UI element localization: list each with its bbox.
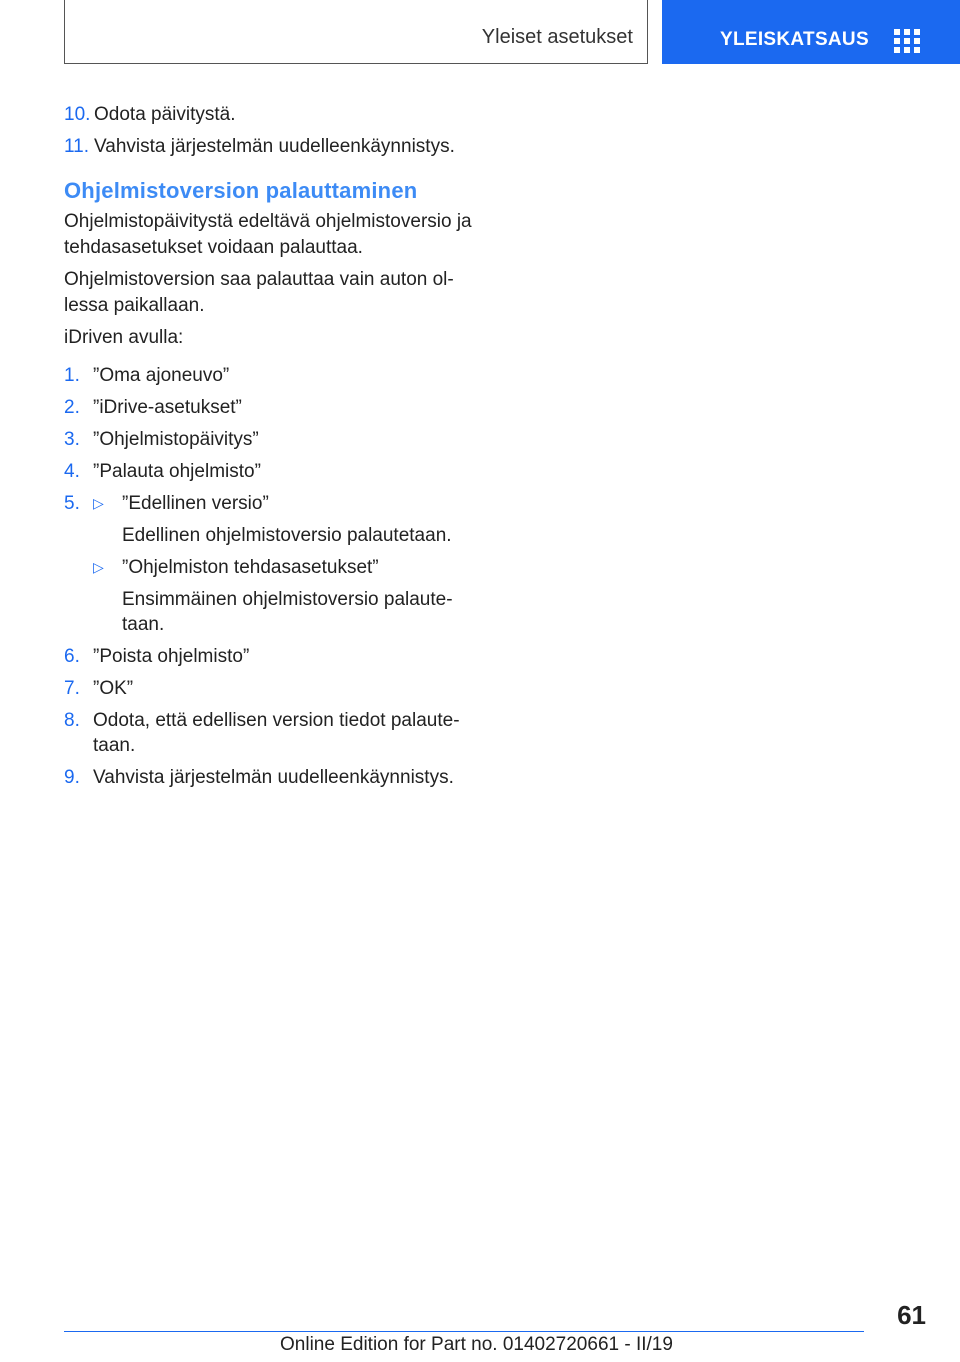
paragraph: Ohjelmistoversion saa palauttaa vain auton ollessa paikallaan. <box>64 269 454 316</box>
option-description: Ensimmäinen ohjelmistoversio palautetaan. <box>122 589 453 635</box>
section-heading: Ohjelmistoversion palauttaminen <box>64 178 418 203</box>
list-item <box>64 644 484 669</box>
grid-icon <box>894 29 920 53</box>
list-item <box>64 491 484 637</box>
restore-steps-list <box>64 363 484 790</box>
option-label: ”Ohjelmiston tehdasasetukset” <box>122 557 379 578</box>
list-item <box>64 427 484 452</box>
step-number: 10. <box>64 104 91 125</box>
option-description: Edellinen ohjelmistoversio palautetaan. <box>122 525 452 546</box>
overview-nav-label: YLEISKATSAUS <box>720 29 869 50</box>
step-number: 8. <box>64 710 80 731</box>
step-text: ”Poista ohjelmisto” <box>93 646 250 667</box>
step-number: 9. <box>64 767 80 788</box>
step-number: 3. <box>64 429 80 450</box>
page-header <box>0 0 960 66</box>
section-tab <box>64 0 648 64</box>
list-item <box>64 102 484 127</box>
step-number: 11. <box>64 136 90 157</box>
step-number: 1. <box>64 365 80 386</box>
step-text: Odota päivitystä. <box>94 104 236 125</box>
footer-divider <box>64 1331 864 1332</box>
step-options <box>93 491 484 637</box>
edition-info: Online Edition for Part no. 01402720661 - II/19 <box>280 1334 673 1355</box>
section-title: Yleiset asetukset <box>481 26 633 48</box>
step-text: Odota, että edellisen version tiedot palautetaan. <box>93 710 460 756</box>
step-text: ”Palauta ohjelmisto” <box>93 461 261 482</box>
step-number: 4. <box>64 461 80 482</box>
list-item <box>64 459 484 484</box>
step-number: 7. <box>64 678 80 699</box>
step-text: ”OK” <box>93 678 134 699</box>
overview-nav-button[interactable] <box>662 0 960 64</box>
option-item <box>93 555 484 580</box>
step-number: 2. <box>64 397 80 418</box>
option-item <box>93 491 484 516</box>
page-number: 61 <box>897 1300 926 1330</box>
page-content <box>64 102 484 790</box>
list-item <box>64 708 484 758</box>
step-text: ”Oma ajoneuvo” <box>93 365 230 386</box>
step-text: ”iDrive-asetukset” <box>93 397 242 418</box>
list-item <box>64 395 484 420</box>
step-number: 6. <box>64 646 80 667</box>
list-item <box>64 363 484 388</box>
step-text: ”Ohjelmistopäivitys” <box>93 429 259 450</box>
paragraph: Ohjelmistopäivitystä edeltävä ohjelmistoversio ja tehdasasetukset voidaan palauttaa. <box>64 211 472 258</box>
paragraph: iDriven avulla: <box>64 327 184 348</box>
triangle-bullet-icon: ▷ <box>93 559 104 575</box>
list-item <box>64 134 484 159</box>
option-label: ”Edellinen versio” <box>122 493 269 514</box>
list-item <box>64 676 484 701</box>
triangle-bullet-icon: ▷ <box>93 495 104 511</box>
step-text: Vahvista järjestelmän uudelleenkäynnistys. <box>94 136 455 157</box>
list-item <box>64 765 484 790</box>
step-text: Vahvista järjestelmän uudelleenkäynnistys. <box>93 767 454 788</box>
step-number: 5. <box>64 493 80 514</box>
